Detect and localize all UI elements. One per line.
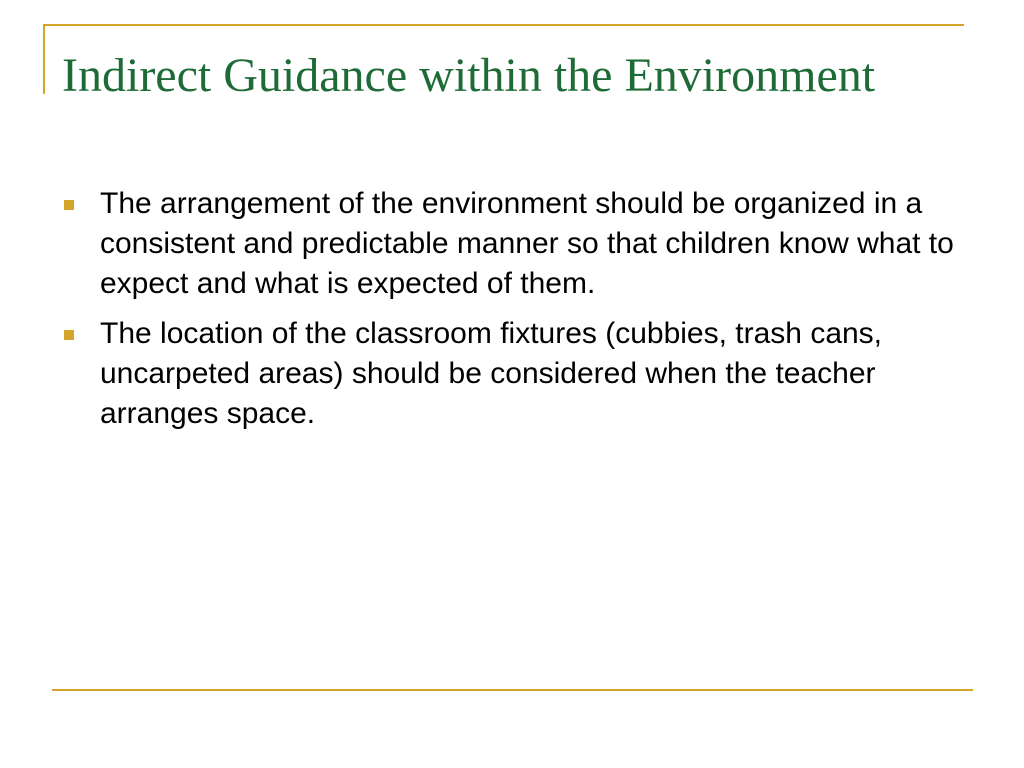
bottom-accent-line bbox=[52, 689, 973, 691]
bullet-text: The arrangement of the environment should be organized in a consistent and predictable manner so that children know what to expect and what is expected of them. bbox=[100, 187, 954, 300]
square-bullet-icon bbox=[64, 200, 74, 210]
slide-title: Indirect Guidance within the Environment bbox=[62, 49, 876, 102]
bullet-list bbox=[62, 184, 972, 444]
bullet-item bbox=[62, 314, 972, 434]
bullet-item bbox=[62, 184, 972, 304]
bullet-text: The location of the classroom fixtures (cubbies, trash cans, uncarpeted areas) should be considered when the teacher arranges space. bbox=[100, 317, 883, 430]
left-accent-line bbox=[43, 24, 45, 94]
top-accent-line bbox=[43, 24, 964, 26]
square-bullet-icon bbox=[64, 330, 74, 340]
